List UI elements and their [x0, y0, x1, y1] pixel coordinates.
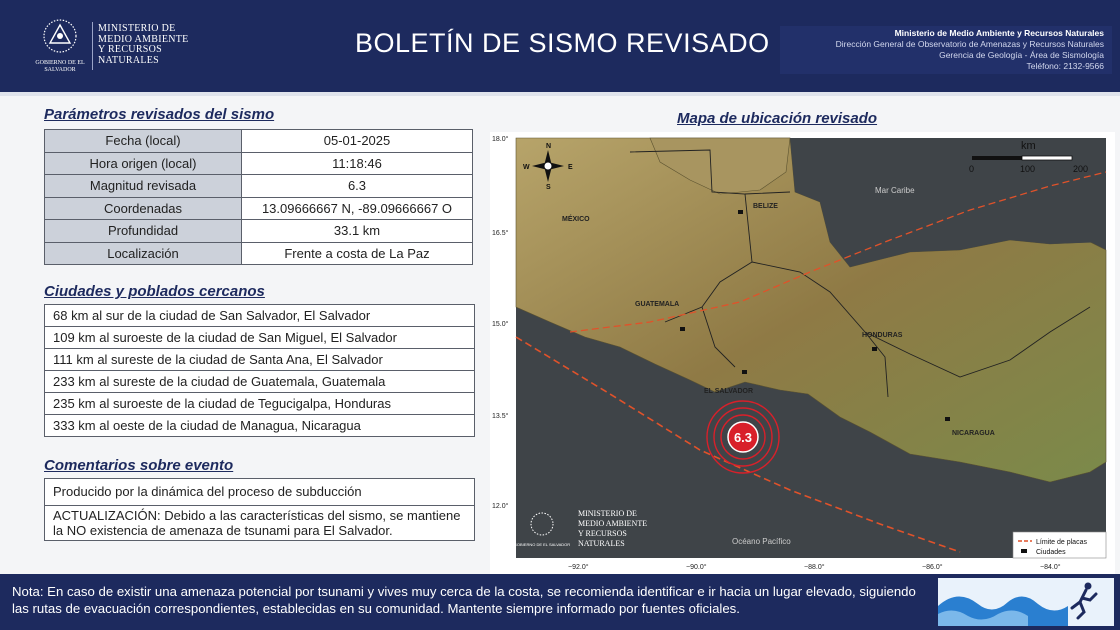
- legend-plates: Límite de placas: [1036, 539, 1087, 546]
- params-table: [44, 129, 473, 265]
- table-row: [45, 130, 473, 153]
- param-label: Fecha (local): [45, 130, 242, 153]
- table-row: [45, 305, 475, 327]
- cities-table: [44, 304, 475, 437]
- tsunami-evacuation-icon: [938, 578, 1114, 626]
- table-row: [45, 220, 473, 243]
- param-label: Localización: [45, 242, 242, 265]
- param-label: Magnitud revisada: [45, 175, 242, 198]
- comment-item: Producido por la dinámica del proceso de subducción: [45, 479, 475, 506]
- city-item: 68 km al sur de la ciudad de San Salvador, El Salvador: [45, 305, 475, 327]
- comments-title: Comentarios sobre evento: [44, 457, 234, 474]
- svg-text:−88.0°: −88.0°: [804, 564, 825, 571]
- country-label: HONDURAS: [862, 332, 903, 339]
- logo-caption: GOBIERNO DE EL SALVADOR: [35, 60, 85, 73]
- city-item: 333 km al oeste de la ciudad de Managua, Nicaragua: [45, 415, 475, 437]
- compass-w: W: [523, 164, 530, 171]
- svg-text:12.0°: 12.0°: [492, 503, 509, 510]
- table-row: [45, 327, 475, 349]
- scale-unit: km: [1021, 140, 1036, 152]
- header-divider: [92, 22, 93, 70]
- epicenter-map: [490, 132, 1115, 574]
- svg-text:−86.0°: −86.0°: [922, 564, 943, 571]
- city-item: 109 km al suroeste de la ciudad de San Miguel, El Salvador: [45, 327, 475, 349]
- ministry-name: MINISTERIO DE MEDIO AMBIENTE Y RECURSOS NATURALES: [98, 23, 189, 66]
- country-label: NICARAGUA: [952, 430, 995, 437]
- magnitude-label: 6.3: [733, 430, 753, 445]
- table-row: [45, 152, 473, 175]
- svg-text:NATURALES: NATURALES: [578, 539, 625, 548]
- svg-text:MINISTERIO DE: MINISTERIO DE: [578, 509, 637, 518]
- param-label: Hora origen (local): [45, 152, 242, 175]
- table-row: [45, 393, 475, 415]
- svg-text:15.0°: 15.0°: [492, 321, 509, 328]
- svg-text:16.5°: 16.5°: [492, 230, 509, 237]
- param-value: 13.09666667 N, -89.09666667 O: [242, 197, 473, 220]
- svg-text:−92.0°: −92.0°: [568, 564, 589, 571]
- svg-text:Y RECURSOS: Y RECURSOS: [578, 529, 627, 538]
- scale-tick: 0: [969, 164, 975, 174]
- params-title: Parámetros revisados del sismo: [44, 106, 275, 123]
- scale-tick: 200: [1073, 164, 1089, 174]
- table-row: [45, 479, 475, 506]
- country-label: MÉXICO: [562, 216, 590, 223]
- svg-text:13.5°: 13.5°: [492, 413, 509, 420]
- svg-text:18.0°: 18.0°: [492, 136, 509, 143]
- legend-cities: Ciudades: [1036, 549, 1066, 556]
- sea-label: Océano Pacífico: [732, 537, 791, 546]
- table-row: [45, 197, 473, 220]
- table-row: [45, 242, 473, 265]
- country-label: GUATEMALA: [635, 301, 680, 308]
- param-value: 6.3: [242, 175, 473, 198]
- svg-text:−84.0°: −84.0°: [1040, 564, 1061, 571]
- param-value: Frente a costa de La Paz: [242, 242, 473, 265]
- param-label: Profundidad: [45, 220, 242, 243]
- city-item: 235 km al suroeste de la ciudad de Tegucigalpa, Honduras: [45, 393, 475, 415]
- page-title: BOLETÍN DE SISMO REVISADO: [355, 28, 770, 58]
- map-title: Mapa de ubicación revisado: [677, 110, 878, 127]
- comments-table: [44, 478, 475, 541]
- agency-info: Ministerio de Medio Ambiente y Recursos Naturales Dirección General de Observatorio de Amenazas y Recursos Naturales Gerencia de Geología - Área de Sismología Teléfono: 2132-9566: [780, 26, 1112, 74]
- footer-note: Nota: En caso de existir una amenaza potencial por tsunami y vives muy cerca de la costa, se recomienda identificar e ir hacia un lugar elevado, siguiendo las rutas de evacuación correspondientes, establecidas en su comunidad. Mantente siempre informado por fuentes oficiales.: [12, 584, 916, 616]
- svg-text:GOBIERNO DE EL SALVADOR: GOBIERNO DE EL SALVADOR: [513, 542, 571, 547]
- svg-text:MEDIO AMBIENTE: MEDIO AMBIENTE: [578, 519, 648, 528]
- city-item: 233 km al sureste de la ciudad de Guatemala, Guatemala: [45, 371, 475, 393]
- compass-s: S: [546, 184, 551, 191]
- table-row: [45, 349, 475, 371]
- map-legend: [1013, 532, 1106, 558]
- header-bar: [0, 0, 1120, 92]
- param-value: 33.1 km: [242, 220, 473, 243]
- table-row: [45, 415, 475, 437]
- country-label: EL SALVADOR: [704, 388, 754, 395]
- svg-text:−90.0°: −90.0°: [686, 564, 707, 571]
- comment-item: ACTUALIZACIÓN: Debido a las características del sismo, se mantiene la NO existencia de amenaza de tsunami para El Salvador.: [45, 505, 475, 540]
- country-label: BELIZE: [753, 203, 778, 210]
- cities-title: Ciudades y poblados cercanos: [44, 283, 265, 300]
- param-value: 11:18:46: [242, 152, 473, 175]
- scale-tick: 100: [1020, 164, 1036, 174]
- param-label: Coordenadas: [45, 197, 242, 220]
- table-row: [45, 505, 475, 540]
- param-value: 05-01-2025: [242, 130, 473, 153]
- compass-n: N: [546, 143, 552, 150]
- sea-label: Mar Caribe: [875, 186, 915, 195]
- compass-e: E: [568, 164, 573, 171]
- header-separator: [0, 92, 1120, 96]
- table-row: [45, 371, 475, 393]
- city-item: 111 km al sureste de la ciudad de Santa Ana, El Salvador: [45, 349, 475, 371]
- table-row: [45, 175, 473, 198]
